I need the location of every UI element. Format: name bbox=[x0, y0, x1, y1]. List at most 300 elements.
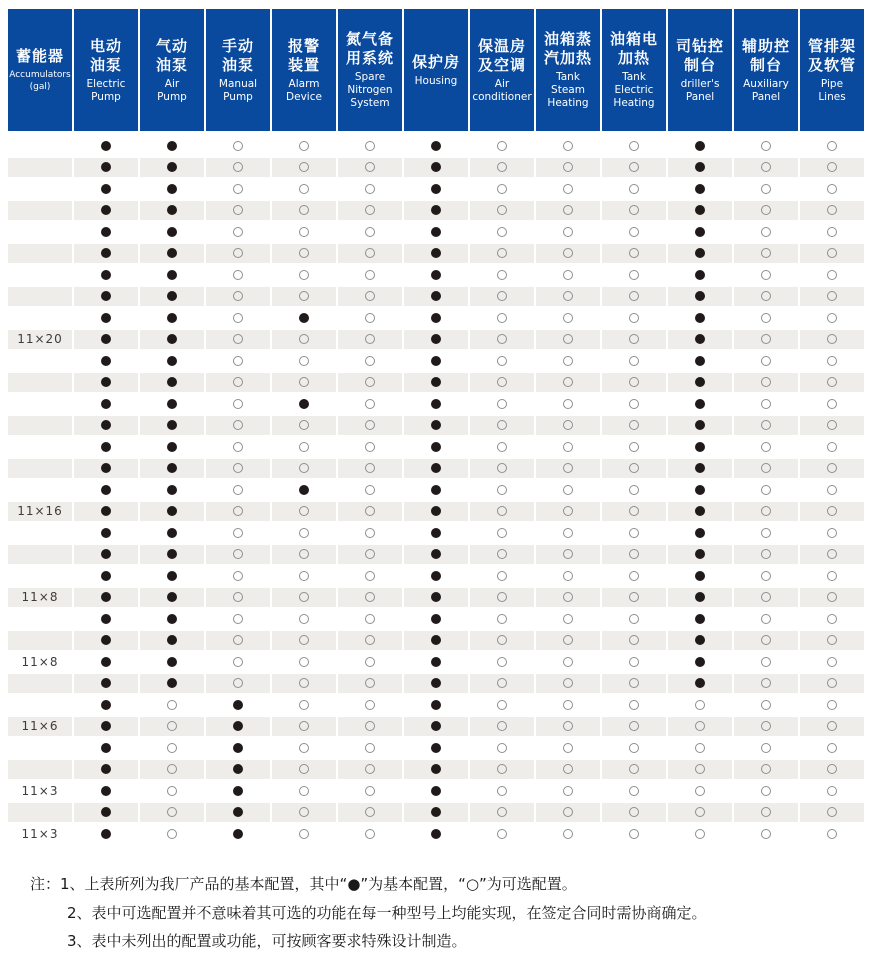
header-zh-label: 蓄能器 bbox=[15, 47, 64, 65]
header-zh-label: 气动 bbox=[155, 36, 188, 55]
config-cell-auxiliary-panel bbox=[734, 265, 798, 285]
basic-config-dot-icon bbox=[695, 635, 705, 645]
optional-config-circle-icon bbox=[497, 657, 507, 667]
config-cell-air-pump bbox=[140, 824, 204, 844]
config-cell-alarm-device bbox=[272, 480, 336, 500]
basic-config-dot-icon bbox=[167, 291, 177, 301]
accumulator-label-cell bbox=[8, 287, 72, 307]
config-cell-pipe-lines bbox=[800, 201, 864, 221]
table-row bbox=[8, 200, 864, 222]
config-cell-drillers-panel bbox=[668, 588, 732, 608]
config-cell-housing bbox=[404, 760, 468, 780]
optional-config-circle-icon bbox=[629, 313, 639, 323]
optional-config-circle-icon bbox=[233, 678, 243, 688]
config-cell-auxiliary-panel bbox=[734, 781, 798, 801]
config-cell-tank-steam-heating bbox=[536, 566, 600, 586]
basic-config-dot-icon bbox=[695, 162, 705, 172]
config-cell-housing bbox=[404, 803, 468, 823]
header-zh-label: 保护房 bbox=[411, 52, 460, 71]
header-zh-label: 油泵 bbox=[89, 55, 122, 74]
config-cell-manual-pump bbox=[206, 674, 270, 694]
optional-config-circle-icon bbox=[299, 334, 309, 344]
optional-config-circle-icon bbox=[365, 248, 375, 258]
accumulator-label-cell bbox=[8, 695, 72, 715]
basic-config-dot-icon bbox=[233, 807, 243, 817]
config-cell-alarm-device bbox=[272, 674, 336, 694]
optional-config-circle-icon bbox=[497, 184, 507, 194]
table-row bbox=[8, 286, 864, 308]
config-cell-air-pump bbox=[140, 287, 204, 307]
optional-config-circle-icon bbox=[563, 463, 573, 473]
basic-config-dot-icon bbox=[431, 184, 441, 194]
footnote-line: 注：1、上表所列为我厂产品的基本配置，其中“●”为基本配置，“○”为可选配置。 bbox=[30, 875, 577, 893]
accumulator-label-cell bbox=[8, 437, 72, 457]
row-label: 11×3 bbox=[21, 783, 59, 798]
optional-config-circle-icon bbox=[497, 786, 507, 796]
table-row bbox=[8, 479, 864, 501]
config-cell-alarm-device bbox=[272, 738, 336, 758]
optional-config-circle-icon bbox=[497, 442, 507, 452]
config-cell-air-conditioner bbox=[470, 330, 534, 350]
optional-config-circle-icon bbox=[365, 463, 375, 473]
header-zh-label: 制台 bbox=[683, 55, 716, 74]
basic-config-dot-icon bbox=[101, 721, 111, 731]
config-cell-tank-steam-heating bbox=[536, 480, 600, 500]
optional-config-circle-icon bbox=[365, 506, 375, 516]
basic-config-dot-icon bbox=[431, 678, 441, 688]
config-cell-tank-electric-heating bbox=[602, 136, 666, 156]
accumulator-label-cell bbox=[8, 760, 72, 780]
config-cell-housing bbox=[404, 631, 468, 651]
config-cell-air-pump bbox=[140, 760, 204, 780]
config-cell-electric-pump bbox=[74, 201, 138, 221]
header-zh-label: 电动 bbox=[89, 36, 122, 55]
accumulator-label-cell bbox=[8, 308, 72, 328]
optional-config-circle-icon bbox=[761, 635, 771, 645]
config-cell-electric-pump bbox=[74, 502, 138, 522]
optional-config-circle-icon bbox=[827, 334, 837, 344]
column-header-accumulators bbox=[8, 9, 72, 131]
table-row bbox=[8, 436, 864, 458]
accumulator-label-cell bbox=[8, 158, 72, 178]
accumulator-label-cell bbox=[8, 609, 72, 629]
optional-config-circle-icon bbox=[563, 227, 573, 237]
config-cell-manual-pump bbox=[206, 437, 270, 457]
header-en-label: Device bbox=[286, 90, 322, 103]
optional-config-circle-icon bbox=[563, 635, 573, 645]
config-cell-housing bbox=[404, 308, 468, 328]
optional-config-circle-icon bbox=[695, 764, 705, 774]
optional-config-circle-icon bbox=[761, 334, 771, 344]
optional-config-circle-icon bbox=[695, 786, 705, 796]
optional-config-circle-icon bbox=[563, 700, 573, 710]
optional-config-circle-icon bbox=[827, 248, 837, 258]
optional-config-circle-icon bbox=[629, 205, 639, 215]
optional-config-circle-icon bbox=[299, 592, 309, 602]
optional-config-circle-icon bbox=[695, 829, 705, 839]
optional-config-circle-icon bbox=[761, 528, 771, 538]
accumulator-label-cell bbox=[8, 480, 72, 500]
optional-config-circle-icon bbox=[563, 614, 573, 624]
optional-config-circle-icon bbox=[563, 485, 573, 495]
config-cell-air-pump bbox=[140, 631, 204, 651]
config-cell-housing bbox=[404, 480, 468, 500]
header-en-label: Accumulators bbox=[9, 70, 71, 80]
basic-config-dot-icon bbox=[431, 442, 441, 452]
config-cell-drillers-panel bbox=[668, 351, 732, 371]
config-cell-auxiliary-panel bbox=[734, 308, 798, 328]
config-cell-air-pump bbox=[140, 459, 204, 479]
config-cell-auxiliary-panel bbox=[734, 201, 798, 221]
basic-config-dot-icon bbox=[431, 829, 441, 839]
header-zh-label: 管排架 bbox=[807, 36, 856, 55]
config-cell-housing bbox=[404, 609, 468, 629]
basic-config-dot-icon bbox=[101, 162, 111, 172]
config-cell-housing bbox=[404, 695, 468, 715]
optional-config-circle-icon bbox=[167, 829, 177, 839]
config-cell-drillers-panel bbox=[668, 803, 732, 823]
config-cell-drillers-panel bbox=[668, 179, 732, 199]
basic-config-dot-icon bbox=[101, 764, 111, 774]
optional-config-circle-icon bbox=[827, 141, 837, 151]
basic-config-dot-icon bbox=[101, 463, 111, 473]
header-en-label: Nitrogen bbox=[347, 84, 393, 96]
config-cell-air-conditioner bbox=[470, 502, 534, 522]
basic-config-dot-icon bbox=[431, 227, 441, 237]
basic-config-dot-icon bbox=[431, 291, 441, 301]
config-cell-tank-steam-heating bbox=[536, 459, 600, 479]
config-cell-auxiliary-panel bbox=[734, 287, 798, 307]
config-cell-housing bbox=[404, 330, 468, 350]
config-cell-drillers-panel bbox=[668, 265, 732, 285]
table-body bbox=[8, 135, 864, 845]
config-cell-auxiliary-panel bbox=[734, 480, 798, 500]
config-cell-pipe-lines bbox=[800, 222, 864, 242]
config-cell-tank-electric-heating bbox=[602, 179, 666, 199]
config-cell-electric-pump bbox=[74, 523, 138, 543]
config-cell-housing bbox=[404, 201, 468, 221]
config-cell-auxiliary-panel bbox=[734, 416, 798, 436]
basic-config-dot-icon bbox=[431, 356, 441, 366]
config-cell-alarm-device bbox=[272, 394, 336, 414]
optional-config-circle-icon bbox=[167, 786, 177, 796]
config-cell-pipe-lines bbox=[800, 136, 864, 156]
optional-config-circle-icon bbox=[827, 528, 837, 538]
optional-config-circle-icon bbox=[629, 270, 639, 280]
basic-config-dot-icon bbox=[431, 571, 441, 581]
optional-config-circle-icon bbox=[167, 764, 177, 774]
optional-config-circle-icon bbox=[629, 786, 639, 796]
optional-config-circle-icon bbox=[629, 528, 639, 538]
basic-config-dot-icon bbox=[431, 807, 441, 817]
config-cell-air-conditioner bbox=[470, 781, 534, 801]
table-row bbox=[8, 221, 864, 243]
config-cell-tank-steam-heating bbox=[536, 760, 600, 780]
header-zh-label: 制台 bbox=[749, 55, 782, 74]
config-cell-tank-steam-heating bbox=[536, 158, 600, 178]
config-cell-air-conditioner bbox=[470, 394, 534, 414]
config-cell-air-conditioner bbox=[470, 609, 534, 629]
basic-config-dot-icon bbox=[101, 227, 111, 237]
basic-config-dot-icon bbox=[431, 528, 441, 538]
optional-config-circle-icon bbox=[827, 678, 837, 688]
config-cell-tank-steam-heating bbox=[536, 781, 600, 801]
config-cell-tank-electric-heating bbox=[602, 695, 666, 715]
optional-config-circle-icon bbox=[629, 592, 639, 602]
basic-config-dot-icon bbox=[431, 592, 441, 602]
config-cell-tank-electric-heating bbox=[602, 717, 666, 737]
basic-config-dot-icon bbox=[695, 184, 705, 194]
header-zh-label: 报警 bbox=[287, 36, 320, 55]
config-cell-pipe-lines bbox=[800, 351, 864, 371]
config-cell-spare-nitrogen-system bbox=[338, 717, 402, 737]
config-cell-alarm-device bbox=[272, 695, 336, 715]
optional-config-circle-icon bbox=[827, 205, 837, 215]
config-cell-tank-electric-heating bbox=[602, 609, 666, 629]
config-cell-tank-electric-heating bbox=[602, 480, 666, 500]
accumulator-label-cell bbox=[8, 588, 72, 608]
header-zh-label: 加热 bbox=[617, 49, 650, 67]
config-cell-spare-nitrogen-system bbox=[338, 416, 402, 436]
config-cell-air-pump bbox=[140, 244, 204, 264]
config-cell-air-pump bbox=[140, 738, 204, 758]
config-cell-manual-pump bbox=[206, 244, 270, 264]
basic-config-dot-icon bbox=[695, 571, 705, 581]
optional-config-circle-icon bbox=[761, 657, 771, 667]
config-cell-air-conditioner bbox=[470, 244, 534, 264]
config-cell-tank-electric-heating bbox=[602, 330, 666, 350]
optional-config-circle-icon bbox=[233, 528, 243, 538]
header-en-label: Electric bbox=[614, 84, 654, 96]
column-header-spare-nitrogen-system bbox=[338, 9, 402, 131]
header-zh-label: 油泵 bbox=[155, 55, 188, 74]
header-en-label: Tank bbox=[622, 71, 646, 83]
optional-config-circle-icon bbox=[233, 657, 243, 667]
optional-config-circle-icon bbox=[299, 162, 309, 172]
config-cell-manual-pump bbox=[206, 136, 270, 156]
basic-config-dot-icon bbox=[167, 442, 177, 452]
config-cell-spare-nitrogen-system bbox=[338, 179, 402, 199]
config-cell-housing bbox=[404, 437, 468, 457]
config-cell-electric-pump bbox=[74, 480, 138, 500]
table-row bbox=[8, 673, 864, 695]
config-cell-spare-nitrogen-system bbox=[338, 222, 402, 242]
config-cell-alarm-device bbox=[272, 351, 336, 371]
table-row bbox=[8, 350, 864, 372]
config-cell-tank-electric-heating bbox=[602, 394, 666, 414]
optional-config-circle-icon bbox=[563, 248, 573, 258]
header-en-labels bbox=[472, 78, 531, 104]
config-cell-alarm-device bbox=[272, 760, 336, 780]
optional-config-circle-icon bbox=[365, 764, 375, 774]
header-en-labels bbox=[219, 78, 257, 104]
header-zh-label: 用系统 bbox=[345, 49, 394, 67]
config-cell-tank-electric-heating bbox=[602, 201, 666, 221]
optional-config-circle-icon bbox=[629, 184, 639, 194]
config-cell-electric-pump bbox=[74, 394, 138, 414]
optional-config-circle-icon bbox=[497, 485, 507, 495]
optional-config-circle-icon bbox=[365, 528, 375, 538]
basic-config-dot-icon bbox=[695, 592, 705, 602]
config-cell-electric-pump bbox=[74, 179, 138, 199]
config-cell-air-pump bbox=[140, 437, 204, 457]
config-cell-electric-pump bbox=[74, 695, 138, 715]
header-en-label: Pipe bbox=[820, 77, 844, 90]
config-cell-electric-pump bbox=[74, 222, 138, 242]
optional-config-circle-icon bbox=[299, 291, 309, 301]
header-en-label: Manual bbox=[218, 77, 258, 90]
config-cell-tank-electric-heating bbox=[602, 265, 666, 285]
config-cell-spare-nitrogen-system bbox=[338, 502, 402, 522]
config-cell-electric-pump bbox=[74, 674, 138, 694]
optional-config-circle-icon bbox=[629, 377, 639, 387]
header-en-label: Air bbox=[494, 77, 510, 90]
config-cell-manual-pump bbox=[206, 502, 270, 522]
optional-config-circle-icon bbox=[827, 399, 837, 409]
config-cell-spare-nitrogen-system bbox=[338, 373, 402, 393]
optional-config-circle-icon bbox=[761, 592, 771, 602]
config-cell-tank-electric-heating bbox=[602, 738, 666, 758]
config-cell-alarm-device bbox=[272, 201, 336, 221]
config-cell-tank-steam-heating bbox=[536, 201, 600, 221]
basic-config-dot-icon bbox=[167, 184, 177, 194]
optional-config-circle-icon bbox=[497, 829, 507, 839]
config-cell-air-pump bbox=[140, 222, 204, 242]
config-cell-auxiliary-panel bbox=[734, 179, 798, 199]
optional-config-circle-icon bbox=[827, 291, 837, 301]
config-cell-tank-electric-heating bbox=[602, 674, 666, 694]
optional-config-circle-icon bbox=[299, 205, 309, 215]
basic-config-dot-icon bbox=[167, 399, 177, 409]
basic-config-dot-icon bbox=[101, 184, 111, 194]
config-cell-drillers-panel bbox=[668, 373, 732, 393]
optional-config-circle-icon bbox=[497, 528, 507, 538]
optional-config-circle-icon bbox=[167, 721, 177, 731]
basic-config-dot-icon bbox=[695, 420, 705, 430]
config-cell-alarm-device bbox=[272, 609, 336, 629]
config-cell-tank-steam-heating bbox=[536, 738, 600, 758]
config-cell-alarm-device bbox=[272, 136, 336, 156]
accumulator-label-cell bbox=[8, 545, 72, 565]
optional-config-circle-icon bbox=[233, 248, 243, 258]
optional-config-circle-icon bbox=[233, 635, 243, 645]
header-en-label: Tank bbox=[556, 71, 580, 83]
config-cell-tank-steam-heating bbox=[536, 136, 600, 156]
config-cell-pipe-lines bbox=[800, 416, 864, 436]
optional-config-circle-icon bbox=[761, 571, 771, 581]
header-zh-label: 油箱蒸 bbox=[543, 30, 592, 48]
optional-config-circle-icon bbox=[563, 141, 573, 151]
config-cell-pipe-lines bbox=[800, 287, 864, 307]
header-zh-label: 油箱电 bbox=[609, 30, 658, 48]
basic-config-dot-icon bbox=[431, 334, 441, 344]
optional-config-circle-icon bbox=[497, 270, 507, 280]
config-cell-electric-pump bbox=[74, 760, 138, 780]
basic-config-dot-icon bbox=[431, 205, 441, 215]
basic-config-dot-icon bbox=[167, 356, 177, 366]
optional-config-circle-icon bbox=[233, 162, 243, 172]
config-cell-manual-pump bbox=[206, 588, 270, 608]
config-cell-housing bbox=[404, 502, 468, 522]
config-cell-auxiliary-panel bbox=[734, 158, 798, 178]
config-cell-spare-nitrogen-system bbox=[338, 738, 402, 758]
config-cell-tank-steam-heating bbox=[536, 416, 600, 436]
header-en-label: (gal) bbox=[29, 82, 51, 92]
basic-config-dot-icon bbox=[233, 829, 243, 839]
optional-config-circle-icon bbox=[299, 807, 309, 817]
config-cell-air-pump bbox=[140, 652, 204, 672]
config-cell-housing bbox=[404, 179, 468, 199]
optional-config-circle-icon bbox=[365, 786, 375, 796]
config-cell-air-conditioner bbox=[470, 803, 534, 823]
optional-config-circle-icon bbox=[233, 184, 243, 194]
config-cell-pipe-lines bbox=[800, 652, 864, 672]
row-label: 11×16 bbox=[17, 504, 63, 519]
config-cell-electric-pump bbox=[74, 373, 138, 393]
header-en-label: Heating bbox=[613, 97, 655, 109]
basic-config-dot-icon bbox=[167, 420, 177, 430]
optional-config-circle-icon bbox=[761, 485, 771, 495]
config-cell-spare-nitrogen-system bbox=[338, 545, 402, 565]
optional-config-circle-icon bbox=[827, 442, 837, 452]
basic-config-dot-icon bbox=[431, 721, 441, 731]
config-cell-manual-pump bbox=[206, 631, 270, 651]
header-en-label: Panel bbox=[685, 90, 715, 103]
config-cell-drillers-panel bbox=[668, 652, 732, 672]
optional-config-circle-icon bbox=[365, 549, 375, 559]
config-cell-spare-nitrogen-system bbox=[338, 287, 402, 307]
optional-config-circle-icon bbox=[761, 614, 771, 624]
config-cell-air-pump bbox=[140, 179, 204, 199]
table-row bbox=[8, 458, 864, 480]
optional-config-circle-icon bbox=[563, 829, 573, 839]
optional-config-circle-icon bbox=[695, 807, 705, 817]
basic-config-dot-icon bbox=[695, 248, 705, 258]
optional-config-circle-icon bbox=[233, 377, 243, 387]
optional-config-circle-icon bbox=[563, 678, 573, 688]
optional-config-circle-icon bbox=[761, 700, 771, 710]
optional-config-circle-icon bbox=[497, 141, 507, 151]
optional-config-circle-icon bbox=[365, 485, 375, 495]
basic-config-dot-icon bbox=[101, 592, 111, 602]
config-cell-air-pump bbox=[140, 609, 204, 629]
optional-config-circle-icon bbox=[497, 678, 507, 688]
optional-config-circle-icon bbox=[497, 313, 507, 323]
optional-config-circle-icon bbox=[497, 205, 507, 215]
config-cell-manual-pump bbox=[206, 330, 270, 350]
config-cell-tank-steam-heating bbox=[536, 523, 600, 543]
table-row bbox=[8, 329, 864, 351]
config-cell-electric-pump bbox=[74, 265, 138, 285]
optional-config-circle-icon bbox=[563, 270, 573, 280]
config-cell-auxiliary-panel bbox=[734, 609, 798, 629]
config-cell-housing bbox=[404, 674, 468, 694]
config-cell-spare-nitrogen-system bbox=[338, 394, 402, 414]
optional-config-circle-icon bbox=[563, 356, 573, 366]
config-cell-tank-steam-heating bbox=[536, 330, 600, 350]
config-cell-tank-steam-heating bbox=[536, 437, 600, 457]
basic-config-dot-icon bbox=[695, 549, 705, 559]
table-row bbox=[8, 608, 864, 630]
config-cell-pipe-lines bbox=[800, 717, 864, 737]
optional-config-circle-icon bbox=[629, 571, 639, 581]
optional-config-circle-icon bbox=[761, 442, 771, 452]
optional-config-circle-icon bbox=[827, 162, 837, 172]
optional-config-circle-icon bbox=[827, 270, 837, 280]
basic-config-dot-icon bbox=[167, 270, 177, 280]
basic-config-dot-icon bbox=[101, 248, 111, 258]
config-cell-manual-pump bbox=[206, 201, 270, 221]
